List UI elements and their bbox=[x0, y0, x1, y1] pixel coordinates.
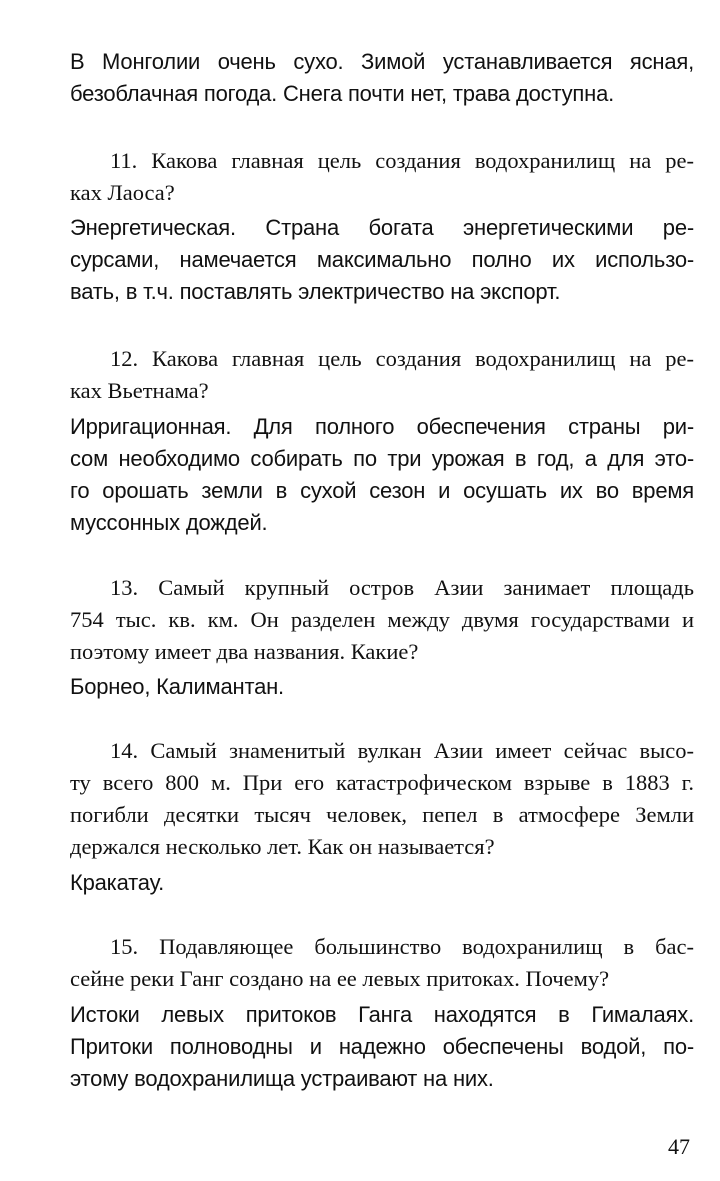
text-line: держался несколько лет. Как он называется? bbox=[70, 834, 495, 859]
text-line: 12. Какова главная цель создания водохранилищ на ре- bbox=[110, 346, 694, 371]
text-line: ту всего 800 м. При его катастрофическом взрыве в 1883 г. bbox=[70, 770, 694, 795]
text-line: 15. Подавляющее большинство водохранилищ в бас- bbox=[110, 934, 694, 959]
question-11 bbox=[70, 145, 694, 209]
question-13 bbox=[70, 572, 694, 668]
text-line: безоблачная погода. Снега почти нет, трава доступна. bbox=[70, 81, 615, 106]
text-line: Истоки левых притоков Ганга находятся в Гималаях. bbox=[70, 1002, 694, 1027]
question-12 bbox=[70, 343, 694, 407]
text-line: 14. Самый знаменитый вулкан Азии имеет сейчас высо- bbox=[110, 738, 694, 763]
answer-13 bbox=[70, 671, 694, 703]
text-line: Кракатау. bbox=[70, 870, 165, 895]
question-14 bbox=[70, 735, 694, 863]
answer-mongolia bbox=[70, 46, 694, 110]
text-line: Борнео, Калимантан. bbox=[70, 674, 284, 699]
text-line: вать, в т.ч. поставлять электричество на экспорт. bbox=[70, 279, 561, 304]
text-line: сурсами, намечается максимально полно их использо- bbox=[70, 247, 694, 272]
answer-14 bbox=[70, 867, 694, 899]
text-line: погибли десятки тысяч человек, пепел в атмосфере Земли bbox=[70, 802, 694, 827]
question-15 bbox=[70, 931, 694, 995]
answer-12 bbox=[70, 411, 694, 539]
page-number: 47 bbox=[668, 1134, 690, 1159]
text-line: В Монголии очень сухо. Зимой устанавливается ясная, bbox=[70, 49, 694, 74]
text-line: Ирригационная. Для полного обеспечения страны ри- bbox=[70, 414, 694, 439]
text-line: сейне реки Ганг создано на ее левых притоках. Почему? bbox=[70, 966, 610, 991]
text-line: 754 тыс. кв. км. Он разделен между двумя государствами и bbox=[70, 607, 694, 632]
text-line: 11. Какова главная цель создания водохранилищ на ре- bbox=[110, 148, 694, 173]
answer-15 bbox=[70, 999, 694, 1095]
text-line: 13. Самый крупный остров Азии занимает площадь bbox=[110, 575, 694, 600]
text-line: Энергетическая. Страна богата энергетическими ре- bbox=[70, 215, 694, 240]
text-line: поэтому имеет два названия. Какие? bbox=[70, 639, 419, 664]
text-line: этому водохранилища устраивают на них. bbox=[70, 1066, 494, 1091]
text-line: ках Вьетнама? bbox=[70, 378, 209, 403]
answer-11 bbox=[70, 212, 694, 308]
text-line: ках Лаоса? bbox=[70, 180, 175, 205]
text-line: Притоки полноводны и надежно обеспечены водой, по- bbox=[70, 1034, 694, 1059]
text-line: сом необходимо собирать по три урожая в год, а для это- bbox=[70, 446, 694, 471]
text-line: го орошать земли в сухой сезон и осушать их во время bbox=[70, 478, 694, 503]
text-line: муссонных дождей. bbox=[70, 510, 268, 535]
